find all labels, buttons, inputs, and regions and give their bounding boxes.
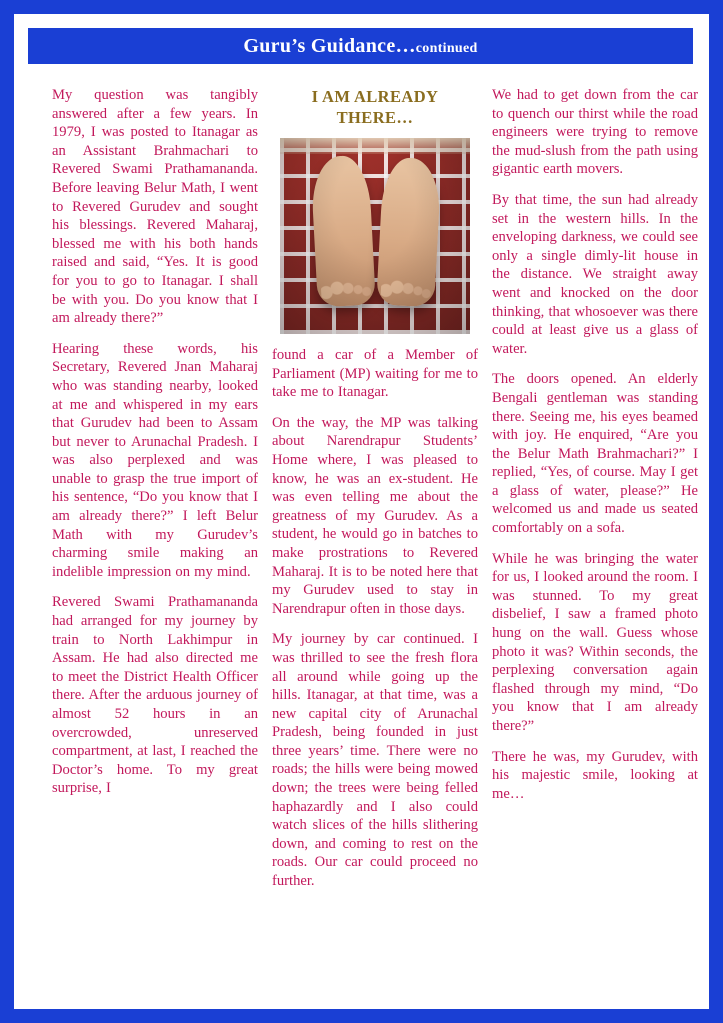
page-title-main: Guru’s Guidance… — [243, 34, 416, 57]
paragraph: There he was, my Gurudev, with his majestic smile, looking at me… — [492, 748, 698, 802]
column-3 — [492, 86, 698, 815]
paragraph: found a car of a Member of Parliament (MP) waiting for me to take me to Itanagar. — [272, 347, 478, 401]
paragraph: On the way, the MP was talking about Narendrapur Students’ Home where, I was pleased to know, he was an ex-student. He was even telling me about the greatness of my Gurudev. As a student, he would go in batches to make prostrations to Revered Maharaj. It is to be noted here that my Gurudev used to stay in Narendrapur often in those days. — [272, 414, 478, 617]
page-title-continued: continued — [415, 40, 478, 56]
paragraph: The doors opened. An elderly Bengali gentleman was standing there. Seeing me, his eyes beamed with joy. He enquired, “Are you the Belur Math Brahmachari?” I replied, “Yes, of course. May I get a glass of water, please?” He welcomed us and made us seated comfortably on a sofa. — [492, 371, 698, 537]
section-heading: I AM ALREADY THERE… — [311, 87, 439, 127]
paragraph: We had to get down from the car to quench our thirst while the road engineers were trying to remove the mud-slush from the path using gigantic earth movers. — [492, 87, 698, 178]
page-inner — [14, 14, 709, 1009]
column-1 — [52, 86, 258, 810]
article-columns — [52, 86, 698, 1006]
paragraph: While he was bringing the water for us, I looked around the room. I was stunned. To my great disbelief, I saw a framed photo hung on the wall. Guess whose photo it was? Within seconds, the perplexing conversation again flashed through my mind, “Do you know that I am already there?” — [492, 550, 698, 734]
photo-vignette — [280, 138, 470, 334]
paragraph: Revered Swami Prathamananda had arranged for my journey by train to North Lakhimpur in Assam. He had also directed me to meet the District Health Officer there. After the arduous journey of almost 52 hours in an overcrowded, unreserved compartment, at last, I reached the Doctor’s home. To my great surprise, I — [52, 594, 258, 797]
column-2 — [272, 86, 478, 903]
paragraph: My journey by car continued. I was thrilled to see the fresh flora all around while going up the hills. Itanagar, at that time, was a new capital city of Arunachal Pradesh, being founded in just three years’ time. There were no roads; the hills were being mowed down; the trees were being felled haphazardly and I also could watch slices of the hills slithering down, and coming to rest on the roads. Our car could proceed no further. — [272, 631, 478, 890]
paragraph: By that time, the sun had already set in the western hills. In the enveloping darkness, we could see only a single dimly-lit house in the distance. We straight away went and knocked on the door thinking, that whosoever was there could at least give us a glass of water. — [492, 191, 698, 357]
paragraph: My question was tangibly answered after a few years. In 1979, I was posted to Itanagar as an Assistant Brahmachari to Revered Swami Prathamananda. Before leaving Belur Math, I went to Revered Gurudev and sought his blessings. Revered Maharaj, blessed me with his both hands raised and said, “Yes. It is good for you to go to Itanagar. I shall be with you. Do you know that I am already there?” — [52, 87, 258, 327]
page-header-band — [28, 28, 693, 64]
page-title — [243, 35, 477, 58]
paragraph: Hearing these words, his Secretary, Revered Jnan Maharaj who was standing nearby, looked at me and whispered in my ears that Gurudev had been to Assam but never to Arunachal Pradesh. I was also perplexed and was unable to grasp the true import of his sentence, “Do you know that I am already there?” I left Belur Math with my Gurudev’s charming smile making an indelible impression on my mind. — [52, 340, 258, 580]
gurudev-feet-photo — [280, 138, 470, 334]
